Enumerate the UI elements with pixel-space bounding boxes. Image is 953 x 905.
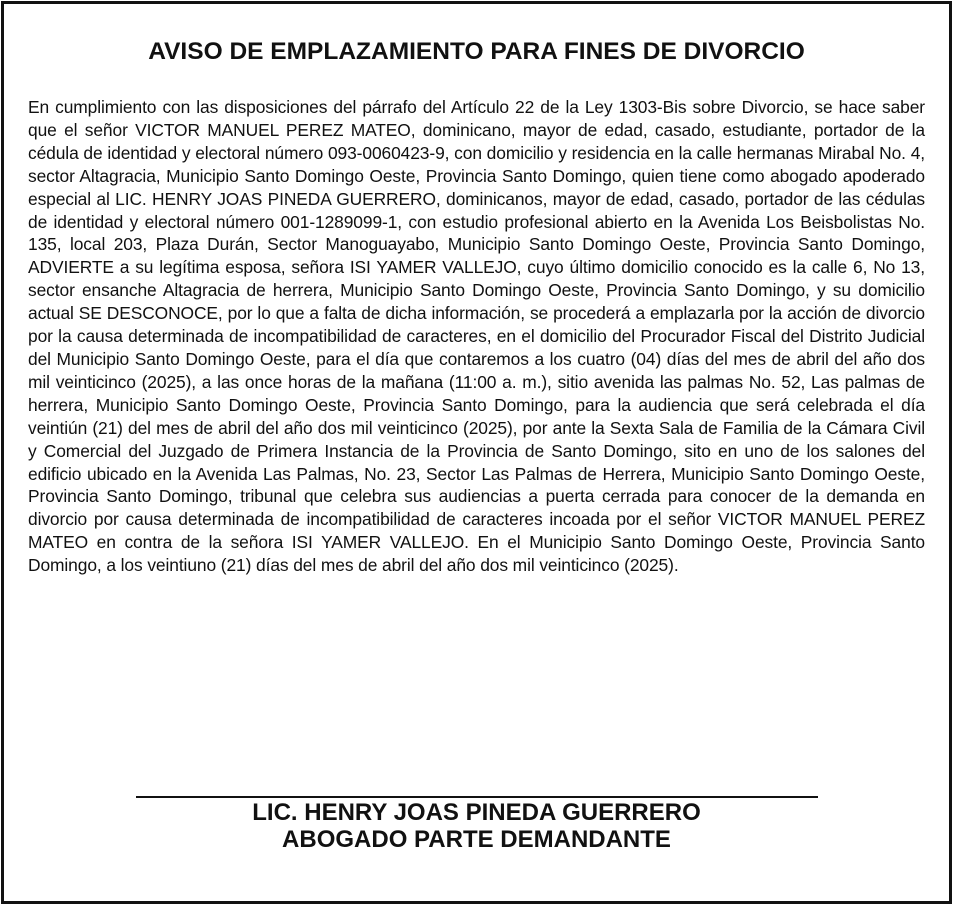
notice-frame [1,1,952,904]
signature-line [136,796,818,798]
notice-title: AVISO DE EMPLAZAMIENTO PARA FINES DE DIVORCIO [148,38,805,65]
signature-role: ABOGADO PARTE DEMANDANTE [282,826,671,853]
notice-body: En cumplimiento con las disposiciones del párrafo del Artículo 22 de la Ley 1303-Bis sobre Divorcio, se hace saber que el señor VICTOR MANUEL PEREZ MATEO, dominicano, mayor de edad, casado, estudiante, portador de la cédula de identidad y electoral número 093-0060423-9, con domicilio y residencia en la calle hermanas Mirabal No. 4, sector Altagracia, Municipio Santo Domingo Oeste, Provincia Santo Domingo, quien tiene como abogado apoderado especial al LIC. HENRY JOAS PINEDA GUERRERO, dominicanos, mayor de edad, casado, portador de las cédulas de identidad y electoral número 001-1289099-1, con estudio profesional abierto en la Avenida Los Beisbolistas No. 135, local 203, Plaza Durán, Sector Manoguayabo, Municipio Santo Domingo Oeste, Provincia Santo Domingo, ADVIERTE a su legítima esposa, señora ISI YAMER VALLEJO, cuyo último domicilio conocido es la calle 6, No 13, sector ensanche Altagracia de herrera, Municipio Santo Domingo Oeste, Provincia Santo Domingo, y su domicilio actual SE DESCONOCE, por lo que a falta de dicha información, se procederá a emplazarla por la acción de divorcio por la causa determinada de incompatibilidad de caracteres, en el domicilio del Procurador Fiscal del Distrito Judicial del Municipio Santo Domingo Oeste, para el día que contaremos a los cuatro (04) días del mes de abril del año dos mil veinticinco (2025), a las once horas de la mañana (11:00 a. m.), sitio avenida las palmas No. 52, Las palmas de herrera, Municipio Santo Domingo Oeste, Provincia Santo Domingo, para la audiencia que será celebrada el día veintiún (21) del mes de abril del año dos mil veinticinco (2025), por ante la Sexta Sala de Familia de la Cámara Civil y Comercial del Juzgado de Primera Instancia de la Provincia de Santo Domingo, sito en uno de los salones del edificio ubicado en la Avenida Las Palmas, No. 23, Sector Las Palmas de Herrera, Municipio Santo Domingo Oeste, Provincia Santo Domingo, tribunal que celebra sus audiencias a puerta cerrada para conocer de la demanda en divorcio por causa determinada de incompatibilidad de caracteres incoada por el señor VICTOR MANUEL PEREZ MATEO en contra de la señora ISI YAMER VALLEJO. En el Municipio Santo Domingo Oeste, Provincia Santo Domingo, a los veintiuno (21) días del mes de abril del año dos mil veinticinco (2025). [28,97,925,576]
signature-name: LIC. HENRY JOAS PINEDA GUERRERO [252,799,701,826]
